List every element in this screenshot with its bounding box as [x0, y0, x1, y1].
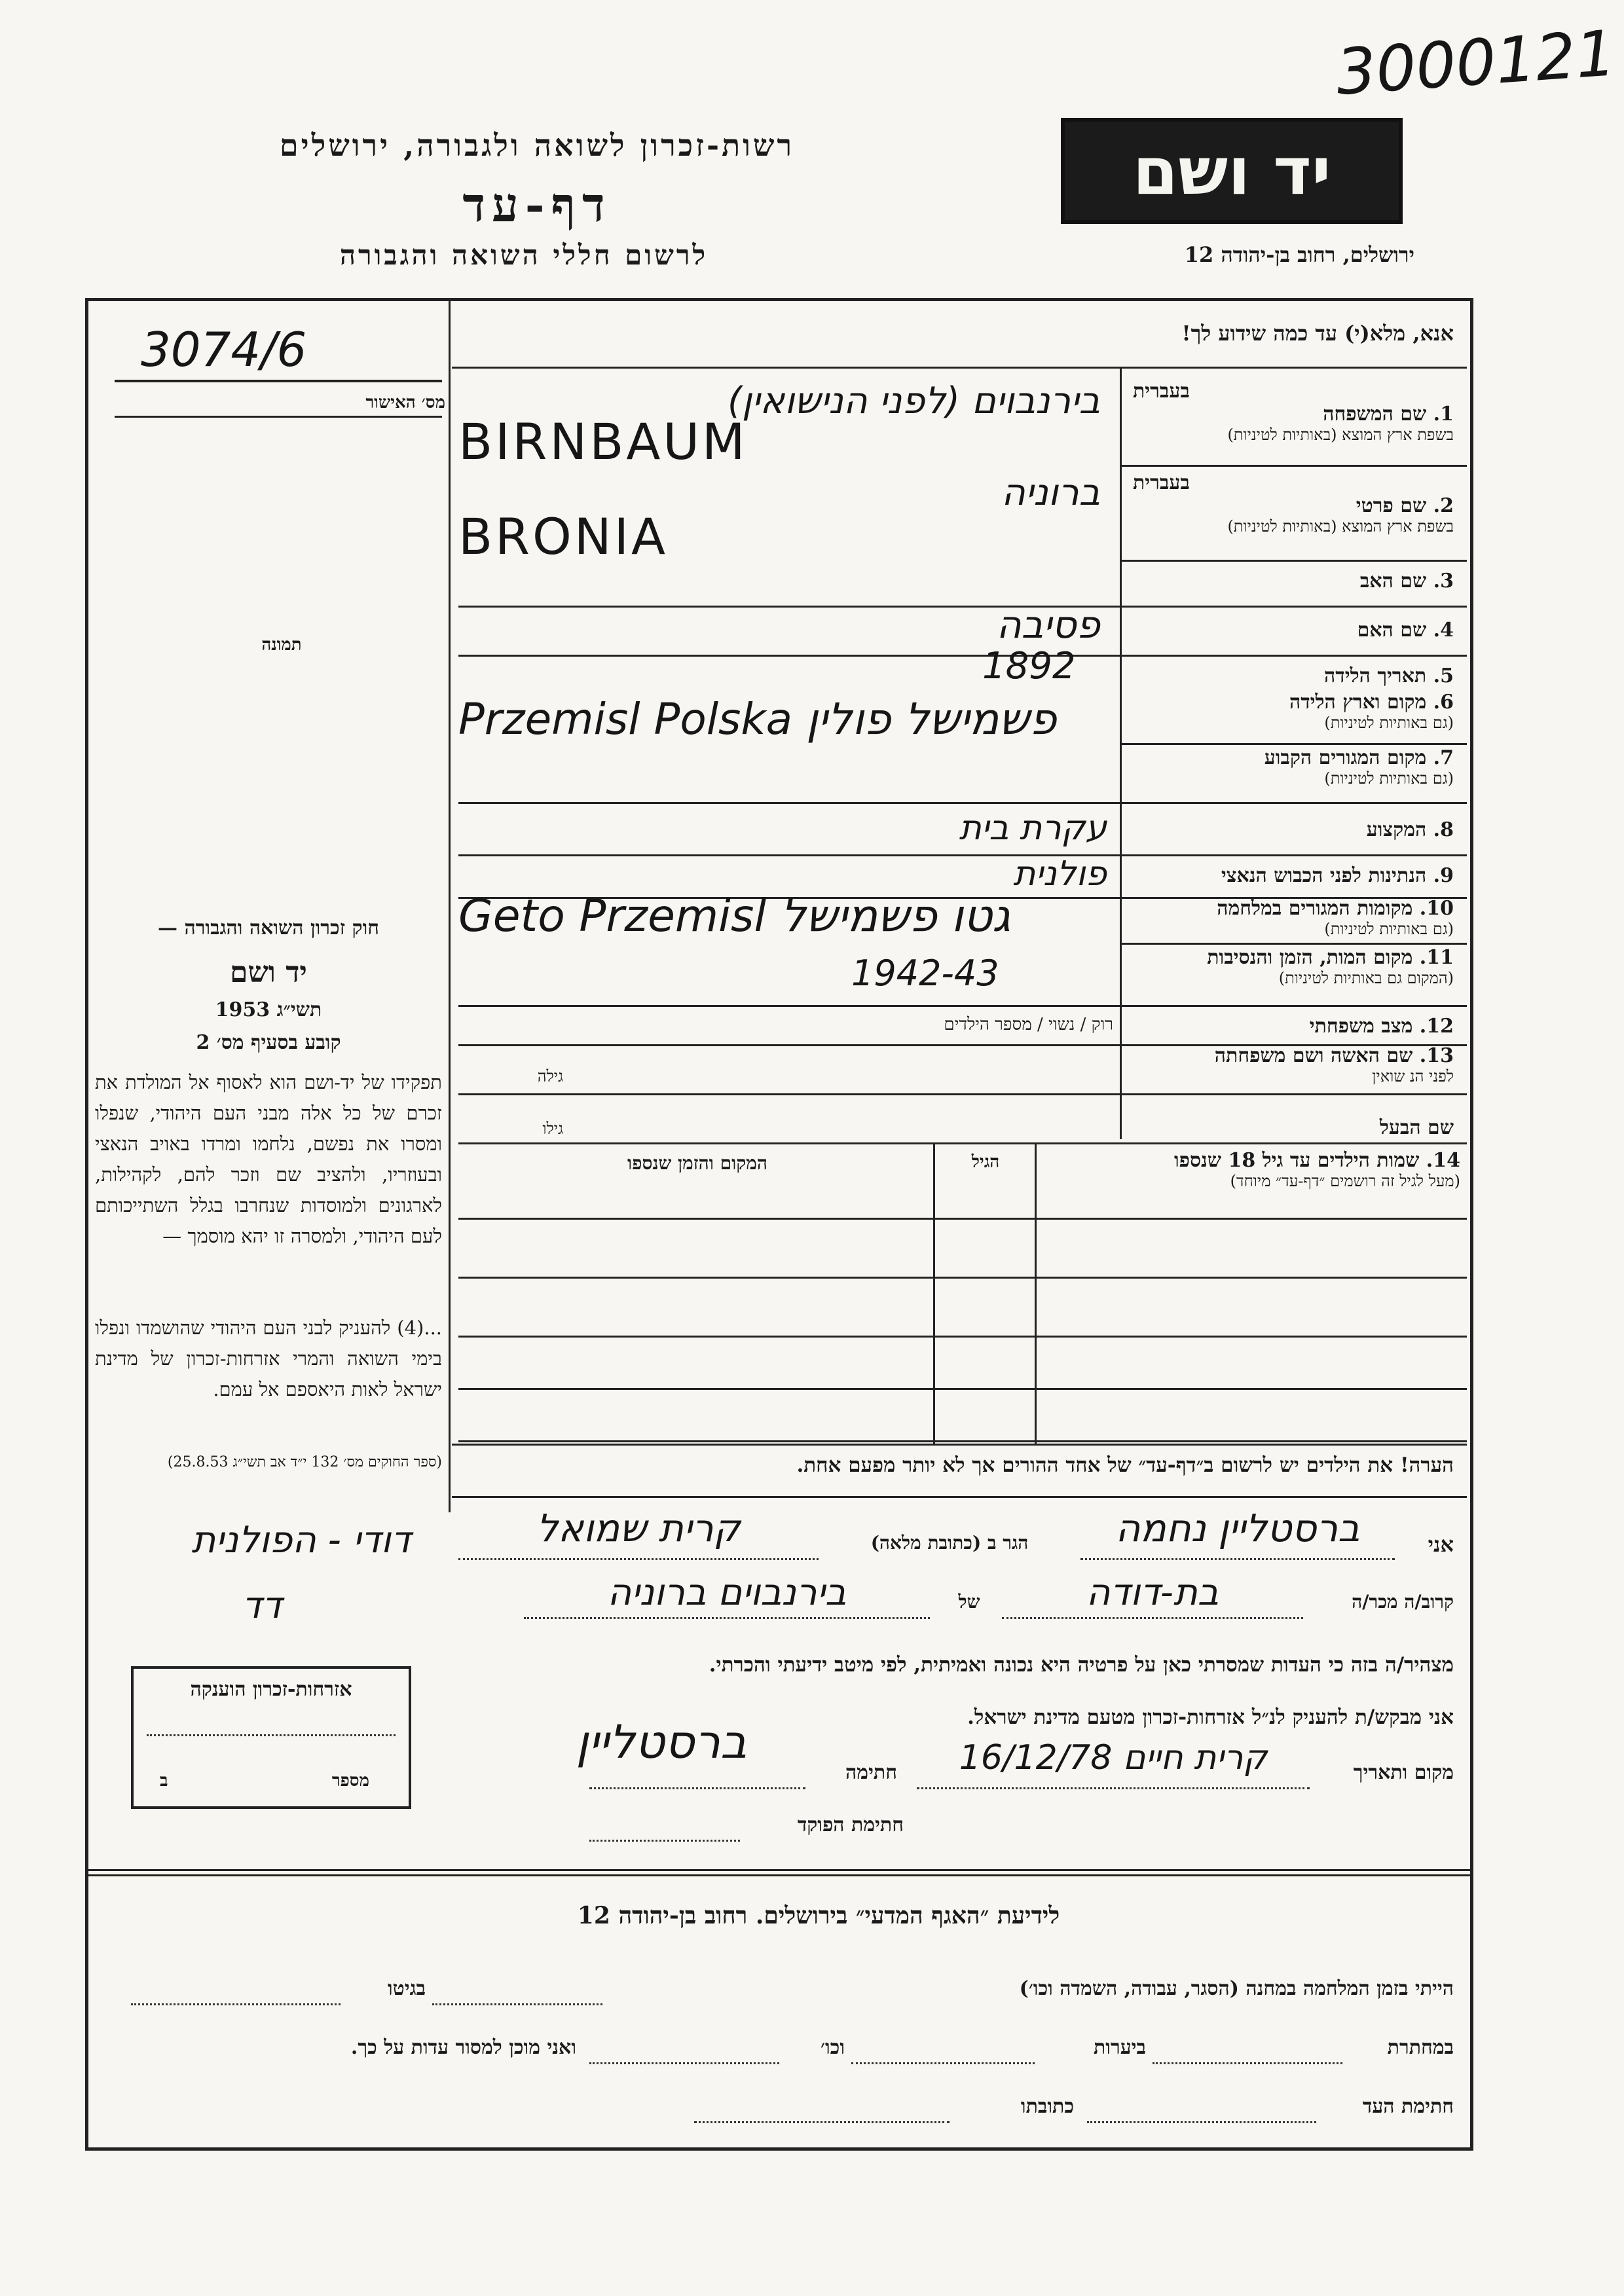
wartime-value: Geto Przemisl גטו פשמישל — [458, 890, 1011, 942]
footer-forests: ביערות — [1093, 2036, 1146, 2059]
residence-note: (גם באותיות לטיניות) — [1324, 769, 1454, 788]
witness-signature: ברסטליין — [576, 1715, 747, 1769]
footer-hiding-line — [1153, 2062, 1342, 2064]
witness-name: ברסטליין נחמה — [1115, 1506, 1360, 1550]
children-row-1 — [458, 1218, 1467, 1220]
row-line-top — [452, 367, 1467, 369]
place-date-value: קרית חיים 16/12/78 — [959, 1738, 1268, 1777]
cert-number-value: 3074/6 — [141, 322, 307, 377]
citizenship-value: פולנית — [1013, 854, 1107, 894]
photo-label: תמונה — [261, 635, 302, 655]
birthplace-value: Przemisl Polska פשמישל פולין — [458, 694, 1057, 744]
of-line — [524, 1617, 930, 1619]
firstname-lat-note: בשפת ארץ המוצא (באותיות לטיניות) — [1227, 517, 1454, 536]
occupation-label: 8. המקצוע — [1366, 818, 1454, 841]
field-2-label — [1126, 471, 1454, 536]
law-text: תפקידו של יד-ושם הוא לאסוף אל המולדת את זכרם של כל אלה מבני העם היהודי, שנפלו ומסרו את נפשם, נלחמו ומרדו באויב הנאצי ובעוזריו, ולהציב שם וזכר להם, לקהילות, לארגונים ולמוסדות שנחרבו בגלל השתייכותם לעם היהודי, ולמסרה זו יהא מוסמך — — [95, 1071, 442, 1247]
footer-ghetto-line — [131, 2003, 341, 2005]
birthplace-note: (גם באותיות לטיניות) — [1324, 714, 1454, 732]
note-top-line — [452, 1444, 1467, 1446]
husband-label: שם הבעל — [1379, 1116, 1454, 1139]
logo-text: יד ושם — [1132, 132, 1331, 210]
row-line-7 — [458, 802, 1467, 804]
firstname-latin-value: BRONIA — [458, 507, 669, 566]
note-bottom-line — [452, 1496, 1467, 1498]
form-subtitle: לרשום חללי השואה והגבורה — [339, 239, 709, 271]
footer-address-line — [694, 2121, 950, 2123]
row-line-10 — [1120, 943, 1467, 945]
law-name: יד ושם — [230, 956, 307, 989]
row-line-13 — [458, 1093, 1467, 1095]
marital-options: רוק / נשוי / מספר הילדים — [944, 1015, 1113, 1034]
firstname-label: 2. שם פרטי — [1356, 494, 1454, 517]
footer-camp-line — [432, 2003, 602, 2005]
footer-forests-line — [851, 2062, 1035, 2064]
law-ref: (ספר החוקים מס׳ 132 י״ד אב תשי״ג 25.8.53) — [167, 1454, 442, 1470]
grant-box — [131, 1666, 411, 1809]
witness-address-line — [458, 1558, 819, 1560]
footer-top-line-2 — [85, 1874, 1470, 1876]
children-row-4 — [458, 1388, 1467, 1390]
grant-number-prefix: ב — [160, 1771, 168, 1791]
row-line-14 — [458, 1142, 1467, 1144]
law-clause: קובע בסעיף מס׳ 2 — [196, 1031, 341, 1054]
address: ירושלים, רחוב בן-יהודה 12 — [1184, 242, 1414, 267]
row-line-4 — [458, 655, 1467, 657]
footer-title: לידיעת ״האגף המדעי״ בירושלים. רחוב בן-יהודה 12 — [577, 1902, 1060, 1929]
note-text: הערה! את הילדים יש לרשום ב״דף-עד״ של אחד ההורים אך לא יותר מפעם אחת. — [796, 1453, 1454, 1477]
hebrew-label: בעברית — [1133, 380, 1190, 403]
footer-address: כתובתו — [1020, 2095, 1074, 2118]
archive-number: 3000121 — [1333, 16, 1618, 109]
birthplace-label — [1126, 691, 1454, 733]
wartime-note: (גם באותיות לטיניות) — [1324, 920, 1454, 938]
signature-line — [589, 1787, 805, 1789]
death-title: 11. מקום המות, הזמן והנסיבות — [1207, 946, 1454, 969]
children-row-3 — [458, 1336, 1467, 1338]
yad-vashem-logo — [1061, 118, 1403, 224]
mother-value: פסיבה — [996, 602, 1100, 647]
margin-note: דודי - הפולנית — [191, 1519, 411, 1561]
witness-resides-label: הגר ב (כתובת מלאה) — [870, 1532, 1029, 1554]
row-line-11 — [458, 1005, 1467, 1007]
residence-label — [1126, 746, 1454, 788]
footer-ghetto: בגיטו — [387, 1977, 426, 2000]
birthdate-label: 5. תאריך הלידה — [1324, 665, 1454, 687]
field-1-label — [1126, 380, 1454, 445]
citizenship-label: 9. הנתינות לפני הכבוש הנאצי — [1221, 864, 1454, 887]
death-label — [1126, 946, 1454, 988]
relation-line — [1002, 1617, 1303, 1619]
margin-note-2: דד — [242, 1584, 282, 1627]
children-row-2 — [458, 1277, 1467, 1279]
children-note: (מעל לגיל זה רושמים ״דף-עד״ מיוחד) — [1230, 1172, 1460, 1190]
footer-hiding: במחתרת — [1387, 2036, 1454, 2059]
law-text-2: ...(4) להעניק לבני העם היהודי שהושמדו ונפלו בימי השואה והמרי אזרחות-זכרון של מדינת ישראל לאות היאספם אל עמם. — [95, 1317, 442, 1400]
death-date-value: 1942-43 — [851, 953, 999, 994]
footer-top-line — [85, 1869, 1470, 1871]
mother-label: 4. שם האם — [1357, 619, 1454, 642]
husband-age-label: גילו — [542, 1120, 563, 1138]
footer-sig-line — [1087, 2121, 1316, 2123]
wife-note: לפני הנ שואין — [1372, 1067, 1454, 1085]
children-age-col: הגיל — [971, 1152, 1000, 1172]
instruction: אנא, מלא(י) עד כמה שידוע לך! — [1181, 321, 1454, 346]
death-note: (המקום גם באותיות לטיניות) — [1278, 969, 1454, 987]
surname-hebrew-value: בירנבוים (לפני הנישואין) — [728, 380, 1100, 422]
children-divider-2 — [933, 1142, 935, 1444]
birthdate-value: 1892 — [982, 645, 1076, 687]
wife-label — [1126, 1044, 1454, 1086]
relation-value: בת-דודה — [1086, 1571, 1219, 1614]
cert-underline — [115, 416, 442, 418]
authority-name: רשות-זכרון לשואה ולגבורה, ירושלים — [279, 128, 795, 163]
law-year: תשי״ג 1953 — [215, 998, 322, 1021]
place-date-label: מקום ותאריך — [1353, 1761, 1454, 1784]
request: אני מבקש/ת להעניק לנ״ל אזרחות-זכרון מטעם מדינת ישראל. — [967, 1705, 1454, 1729]
signature-label: חתימה — [845, 1761, 897, 1784]
wife-title: 13. שם האשה ושם משפחתה — [1214, 1044, 1454, 1067]
label-divider — [1120, 367, 1122, 1139]
residence-title: 7. מקום המגורים הקבוע — [1264, 746, 1454, 769]
footer-line1: הייתי בזמן המלחמה במחנה (הסגר, עבודה, השמדה וכו׳) — [1019, 1977, 1454, 2000]
children-place-col: המקום והזמן שנספו — [627, 1152, 767, 1174]
cert-number-box — [115, 322, 442, 382]
cert-number-label: מס׳ האישור — [365, 393, 445, 412]
witness-i-label: אני — [1428, 1532, 1454, 1557]
relation-label: קרוב/ה מכר/ה — [1352, 1591, 1454, 1613]
children-label — [1041, 1149, 1460, 1191]
witness-name-line — [1080, 1558, 1395, 1560]
hebrew-label-2: בעברית — [1133, 471, 1190, 494]
surname-latin-value: BIRNBAUM — [458, 412, 748, 471]
surname-lat-note: בשפת ארץ המוצא (באותיות לטיניות) — [1227, 426, 1454, 444]
marital-label: 12. מצב משפחתי — [1309, 1015, 1454, 1038]
form-title: דף-עד — [462, 177, 612, 232]
wartime-title: 10. מקומות המגורים במלחמה — [1217, 897, 1454, 920]
grant-number-label: מספר — [331, 1771, 369, 1791]
children-row-5 — [458, 1440, 1467, 1442]
officer-line — [589, 1840, 740, 1842]
law-title: חוק זכרון השואה והגבורה — — [158, 917, 379, 939]
wartime-label — [1126, 897, 1454, 939]
declaration: מצהיר/ה בזה כי העדות שמסרתי כאן על פרטיה היא נכונה ואמיתית, לפי מיטב ידיעתי והכרתי. — [709, 1653, 1454, 1677]
place-date-line — [917, 1787, 1310, 1789]
footer-etc-line — [589, 2062, 779, 2064]
row-line-1 — [1120, 465, 1467, 467]
father-label: 3. שם האב — [1359, 570, 1454, 592]
row-line-2 — [1120, 560, 1467, 562]
officer-label: חתימת הפוקד — [797, 1813, 904, 1836]
footer-etc: וכו׳ — [821, 2036, 845, 2059]
row-line-6 — [1120, 743, 1467, 745]
surname-label: 1. שם המשפחה — [1323, 403, 1454, 426]
footer-sig: חתימת העד — [1362, 2095, 1454, 2118]
wife-age-label: גילה — [537, 1067, 563, 1085]
children-divider-1 — [1035, 1142, 1037, 1444]
witness-address: קרית שמואל — [536, 1506, 741, 1550]
sidebar-divider — [449, 301, 451, 1512]
of-label: של — [958, 1591, 980, 1613]
firstname-hebrew-value: ברוניה — [1001, 471, 1100, 514]
of-value: בירנבוים ברוניה — [607, 1571, 847, 1614]
grant-label: אזרחות-זכרון הוענקה — [190, 1678, 352, 1701]
children-title: 14. שמות הילדים עד גיל 18 שנספו — [1173, 1149, 1460, 1172]
occupation-value: עקרת בית — [959, 809, 1107, 848]
footer-ready: ואני מוכן למסור עדות על כך. — [350, 2036, 576, 2059]
birthplace-title: 6. מקום וארץ הלידה — [1289, 691, 1454, 714]
